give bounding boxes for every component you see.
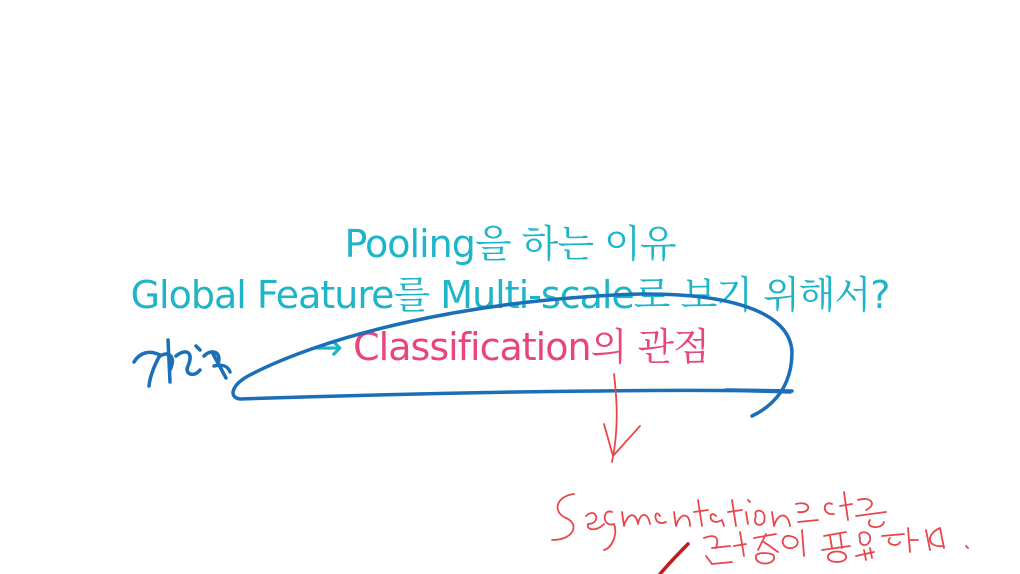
dark-red-ink-annotation (660, 544, 688, 574)
slide-text-line2: Global Feature를 Multi-scale로 보기 위해서? (130, 273, 890, 317)
blue-ink-tail (726, 390, 792, 391)
slide-line-global-feature (0, 270, 1020, 320)
red-note-scribble-line2 (704, 528, 968, 564)
slide-text-line1: Pooling을 하는 이유 (344, 222, 676, 266)
slide-line-classification (0, 322, 1020, 372)
red-arrow-head (604, 424, 640, 456)
arrow-icon: → (311, 325, 354, 369)
slide-text-classification: Classification의 관점 (353, 325, 709, 369)
red-arrow-shaft (612, 374, 617, 462)
dark-red-stroke (660, 544, 688, 574)
slide-line-pooling-reason (0, 219, 1020, 269)
red-note-scribble-line1 (552, 492, 886, 550)
red-ink-annotation (552, 374, 968, 564)
